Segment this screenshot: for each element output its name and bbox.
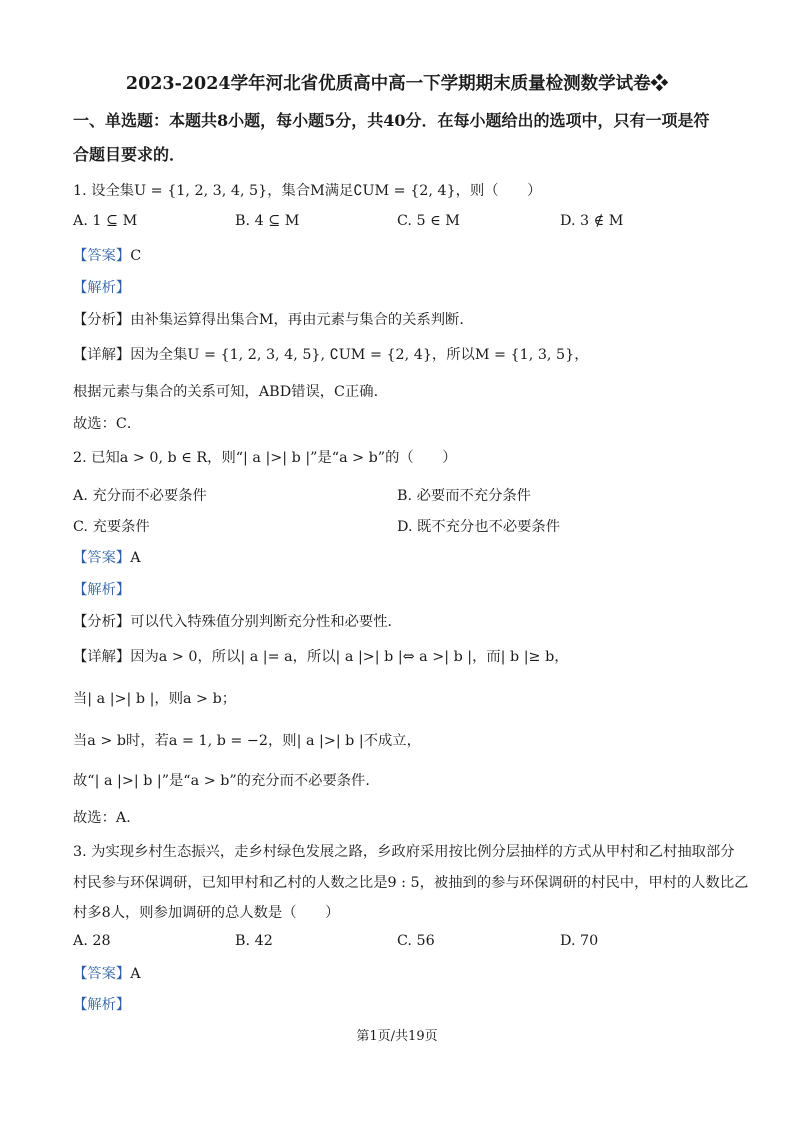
answer-value: C [130, 248, 142, 264]
page-title: 2023-2024学年河北省优质高中高一下学期期末质量检测数学试卷❖ [125, 74, 669, 94]
q1-option-a: A. 1 ⊆ M [73, 213, 138, 229]
xiangjie-text: 因为全集U = {1, 2, 3, 4, 5}, ∁UM = {2, 4}，所以M = {1, 3, 5}， [130, 347, 589, 363]
q3-stem-line3: 村多8人，则参加调研的总人数是（ ） [73, 905, 340, 921]
fenxi-text: 可以代入特殊值分别判断充分性和必要性． [130, 614, 402, 630]
answer-value: A [130, 966, 141, 982]
q3-stem-line2: 村民参与环保调研，已知甲村和乙村的人数之比是9 : 5，被抽到的参与环保调研的村民中，甲村的人数比乙 [73, 875, 749, 891]
q1-option-d: D. 3 ∉ M [560, 213, 624, 229]
q1-conclusion: 故选：C． [73, 416, 142, 432]
q1-answer [73, 245, 141, 265]
q3-answer [73, 963, 141, 983]
q3-option-b: B. 42 [235, 933, 273, 949]
q2-detail-line3: 当a > b时，若a = 1, b = −2，则| a |>| b |不成立， [73, 733, 421, 749]
q1-fenxi [73, 309, 474, 329]
q1-option-c: C. 5 ∈ M [397, 213, 460, 229]
xiangjie-tag: 【详解】 [73, 347, 131, 363]
q2-detail-line4: 故“| a |>| b |”是“a > b”的充分而不必要条件． [73, 773, 380, 789]
q1-jiexi-tag: 【解析】 [73, 280, 131, 296]
q2-detail-line2: 当| a |>| b |，则a > b； [73, 691, 237, 707]
section-heading-line2: 合题目要求的． [73, 145, 186, 164]
q1-xiangjie [73, 344, 589, 364]
q1-stem: 1. 设全集U = {1, 2, 3, 4, 5}，集合M满足∁UM = {2, 4}，则（ ） [73, 183, 542, 199]
answer-tag: 【答案】 [73, 248, 131, 264]
page-footer: 第1页/共19页 [356, 1029, 438, 1044]
q2-option-a: A. 充分而不必要条件 [73, 488, 207, 504]
q2-conclusion: 故选：A． [73, 810, 141, 826]
q2-option-b: B. 必要而不充分条件 [397, 488, 531, 504]
q3-stem-line1: 3. 为实现乡村生态振兴，走乡村绿色发展之路，乡政府采用按比例分层抽样的方式从甲村和乙村抽取部分 [73, 844, 735, 860]
q2-stem: 2. 已知a > 0, b ∈ R，则“| a |>| b |”是“a > b”的（ ） [73, 450, 457, 466]
xiangjie-text: 因为a > 0，所以| a |= a，所以| a |>| b |⇔ a >| b |，而| b |≥ b， [130, 649, 569, 665]
q3-option-a: A. 28 [73, 933, 111, 949]
q3-jiexi-tag: 【解析】 [73, 997, 131, 1013]
fenxi-text: 由补集运算得出集合M，再由元素与集合的关系判断． [130, 312, 474, 328]
answer-tag: 【答案】 [73, 550, 131, 566]
q2-xiangjie [73, 646, 569, 666]
q3-option-d: D. 70 [560, 933, 599, 949]
section-heading-line1: 一、单选题：本题共8小题，每小题5分，共40分．在每小题给出的选项中，只有一项是符 [73, 111, 710, 130]
q3-option-c: C. 56 [397, 933, 435, 949]
fenxi-tag: 【分析】 [73, 312, 131, 328]
q2-option-d: D. 既不充分也不必要条件 [397, 519, 561, 535]
q1-detail-line2: 根据元素与集合的关系可知，ABD错误，C正确． [73, 384, 388, 400]
q2-answer [73, 547, 141, 567]
q1-option-b: B. 4 ⊆ M [235, 213, 300, 229]
answer-value: A [130, 550, 141, 566]
q2-fenxi [73, 611, 402, 631]
q2-option-c: C. 充要条件 [73, 519, 150, 535]
answer-tag: 【答案】 [73, 966, 131, 982]
q2-jiexi-tag: 【解析】 [73, 582, 131, 598]
xiangjie-tag: 【详解】 [73, 649, 131, 665]
fenxi-tag: 【分析】 [73, 614, 131, 630]
